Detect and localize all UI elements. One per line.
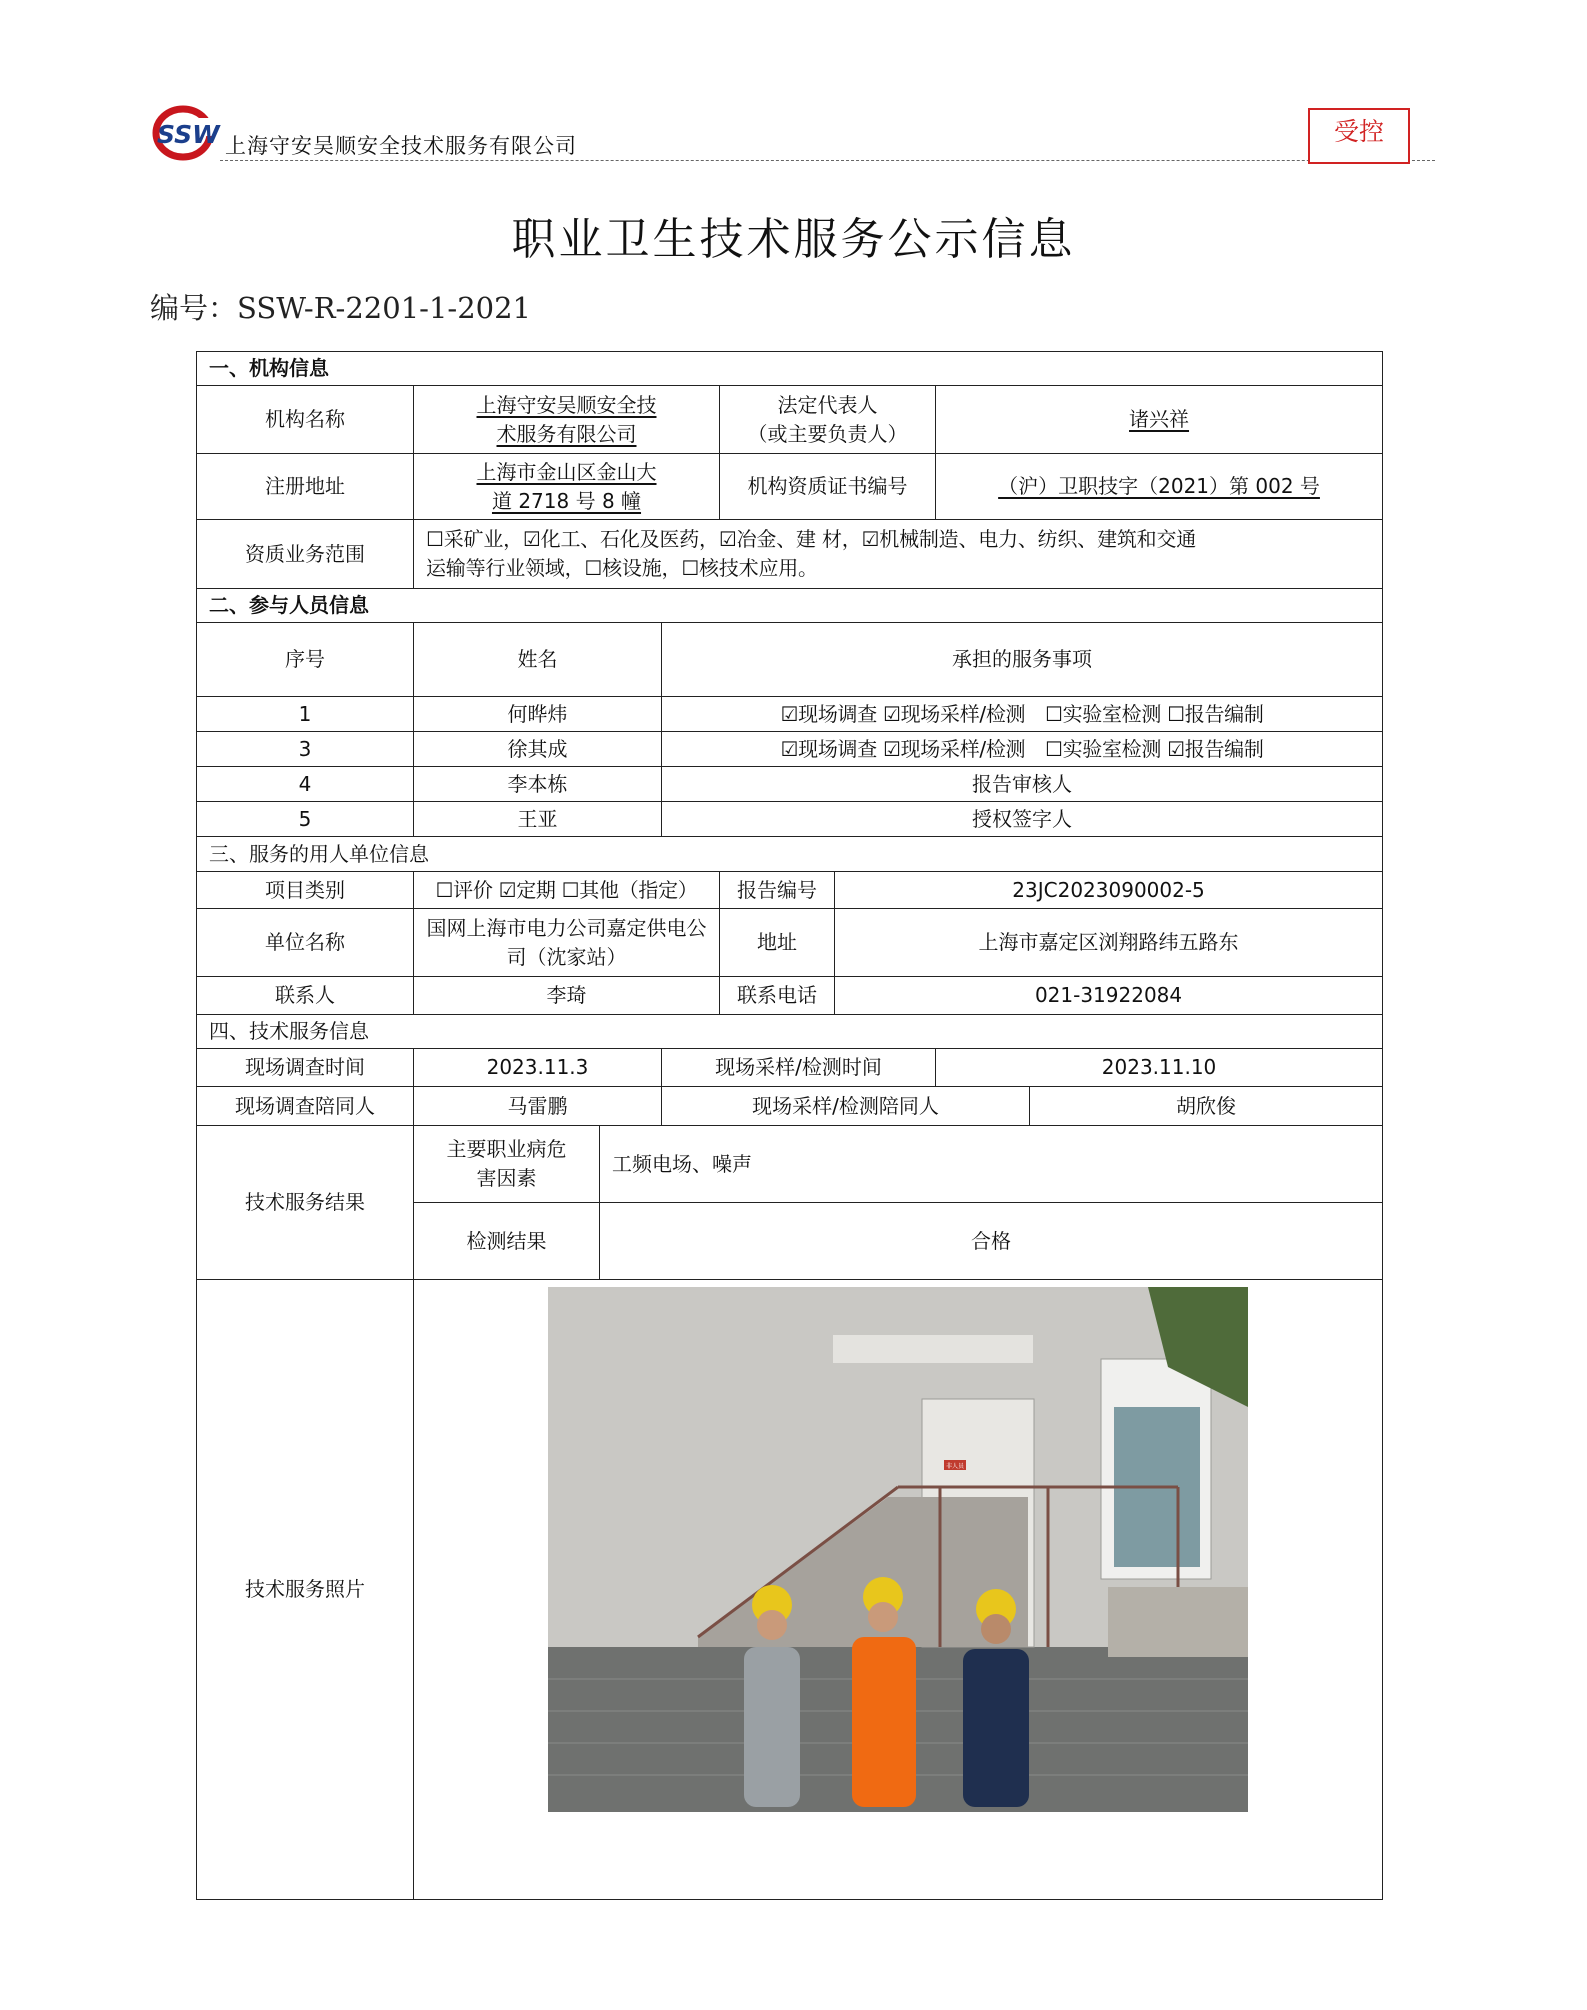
page-title: 职业卫生技术服务公示信息 (511, 214, 1076, 265)
scope-label: 资质业务范围 (197, 520, 414, 589)
survey-companion-value: 马雷鹏 (414, 1087, 662, 1126)
unit-name-line-2: 司（沈家站） (506, 944, 627, 969)
reg-address-line-1: 上海市金山区金山大 (476, 459, 657, 484)
table-row (197, 802, 1383, 837)
org-name-line-1: 上海守安吴顺安全技 (476, 392, 657, 417)
logo-text: SSW (157, 120, 220, 149)
hazard-value: 工频电场、噪声 (600, 1126, 1383, 1203)
section-org-heading: 一、机构信息 (197, 352, 1383, 386)
info-table (196, 351, 1383, 1900)
legal-rep-label-line-2: （或主要负责人） (747, 421, 908, 446)
sample-companion-value: 胡欣俊 (1030, 1087, 1383, 1126)
staff-service: 报告审核人 (662, 767, 1383, 802)
report-no-value: 23JC2023090002-5 (835, 872, 1383, 909)
staff-no: 3 (197, 732, 414, 767)
legal-rep-label (720, 386, 936, 454)
unit-name-label: 单位名称 (197, 909, 414, 977)
org-name-value (414, 386, 720, 454)
result-label: 技术服务结果 (197, 1126, 414, 1280)
unit-address-label: 地址 (720, 909, 835, 977)
scope-value (414, 520, 1383, 589)
cert-number-label: 机构资质证书编号 (720, 454, 936, 520)
staff-no: 1 (197, 697, 414, 732)
staff-col-name: 姓名 (414, 623, 662, 697)
contact-value: 李琦 (414, 977, 720, 1015)
header-divider (220, 160, 1435, 161)
legal-rep-name: 诸兴祥 (1129, 407, 1190, 431)
survey-companion-label: 现场调查陪同人 (197, 1087, 414, 1126)
sample-time-value: 2023.11.10 (936, 1049, 1383, 1087)
photo-label: 技术服务照片 (197, 1280, 414, 1900)
unit-name-value (414, 909, 720, 977)
controlled-stamp: 受控 (1308, 108, 1410, 164)
survey-time-label: 现场调查时间 (197, 1049, 414, 1087)
contact-label: 联系人 (197, 977, 414, 1015)
document-number: 编号：SSW-R-2201-1-2021 (150, 291, 532, 325)
legal-rep-label-line-1: 法定代表人 (777, 392, 878, 417)
table-row (197, 767, 1383, 802)
reg-address-value (414, 454, 720, 520)
section-service-heading: 四、技术服务信息 (197, 1015, 1383, 1049)
staff-col-no: 序号 (197, 623, 414, 697)
staff-service: ☑现场调查 ☑现场采样/检测 ☐实验室检测 ☐报告编制 (662, 697, 1383, 732)
scope-line-1: ☐采矿业，☑化工、石化及医药，☑冶金、建 材，☑机械制造、电力、纺织、建筑和交通 (426, 527, 1197, 551)
photo-cell (414, 1280, 1383, 1900)
staff-no: 4 (197, 767, 414, 802)
reg-address-label: 注册地址 (197, 454, 414, 520)
staff-name: 徐其成 (414, 732, 662, 767)
door-sign-text: 非人员 (946, 1463, 965, 1470)
org-name-label: 机构名称 (197, 386, 414, 454)
project-type-label: 项目类别 (197, 872, 414, 909)
section-employer-heading: 三、服务的用人单位信息 (197, 837, 1383, 872)
hazard-label-line-2: 害因素 (476, 1166, 537, 1190)
sample-time-label: 现场采样/检测时间 (662, 1049, 936, 1087)
org-name-line-2: 术服务有限公司 (496, 421, 637, 446)
staff-col-service: 承担的服务事项 (662, 623, 1383, 697)
staff-name: 李本栋 (414, 767, 662, 802)
staff-service: 授权签字人 (662, 802, 1383, 837)
hazard-label-line-1: 主要职业病危 (446, 1137, 567, 1161)
sample-companion-label: 现场采样/检测陪同人 (662, 1087, 1030, 1126)
cert-number: （沪）卫职技字（2021）第 002 号 (998, 474, 1320, 498)
service-photo (548, 1287, 1248, 1812)
staff-no: 5 (197, 802, 414, 837)
scope-line-2: 运输等行业领域，☐核设施，☐核技术应用。 (426, 556, 818, 580)
phone-value: 021-31922084 (835, 977, 1383, 1015)
project-type-value: ☐评价 ☑定期 ☐其他（指定） (414, 872, 720, 909)
staff-name: 王亚 (414, 802, 662, 837)
page-header (150, 96, 1430, 166)
unit-name-line-1: 国网上海市电力公司嘉定供电公 (426, 915, 707, 940)
table-row (197, 732, 1383, 767)
detect-result-value: 合格 (600, 1203, 1383, 1280)
company-name: 上海守安吴顺安全技术服务有限公司 (225, 134, 577, 158)
company-logo (150, 102, 226, 162)
detect-result-label: 检测结果 (414, 1203, 600, 1280)
staff-name: 何晔炜 (414, 697, 662, 732)
unit-address-value: 上海市嘉定区浏翔路纬五路东 (835, 909, 1383, 977)
section-staff-heading: 二、参与人员信息 (197, 589, 1383, 623)
table-row (197, 697, 1383, 732)
cert-number-value (936, 454, 1383, 520)
staff-service: ☑现场调查 ☑现场采样/检测 ☐实验室检测 ☑报告编制 (662, 732, 1383, 767)
hazard-label (414, 1126, 600, 1203)
survey-time-value: 2023.11.3 (414, 1049, 662, 1087)
reg-address-line-2: 道 2718 号 8 幢 (491, 488, 642, 513)
report-no-label: 报告编号 (720, 872, 835, 909)
phone-label: 联系电话 (720, 977, 835, 1015)
legal-rep-value (936, 386, 1383, 454)
